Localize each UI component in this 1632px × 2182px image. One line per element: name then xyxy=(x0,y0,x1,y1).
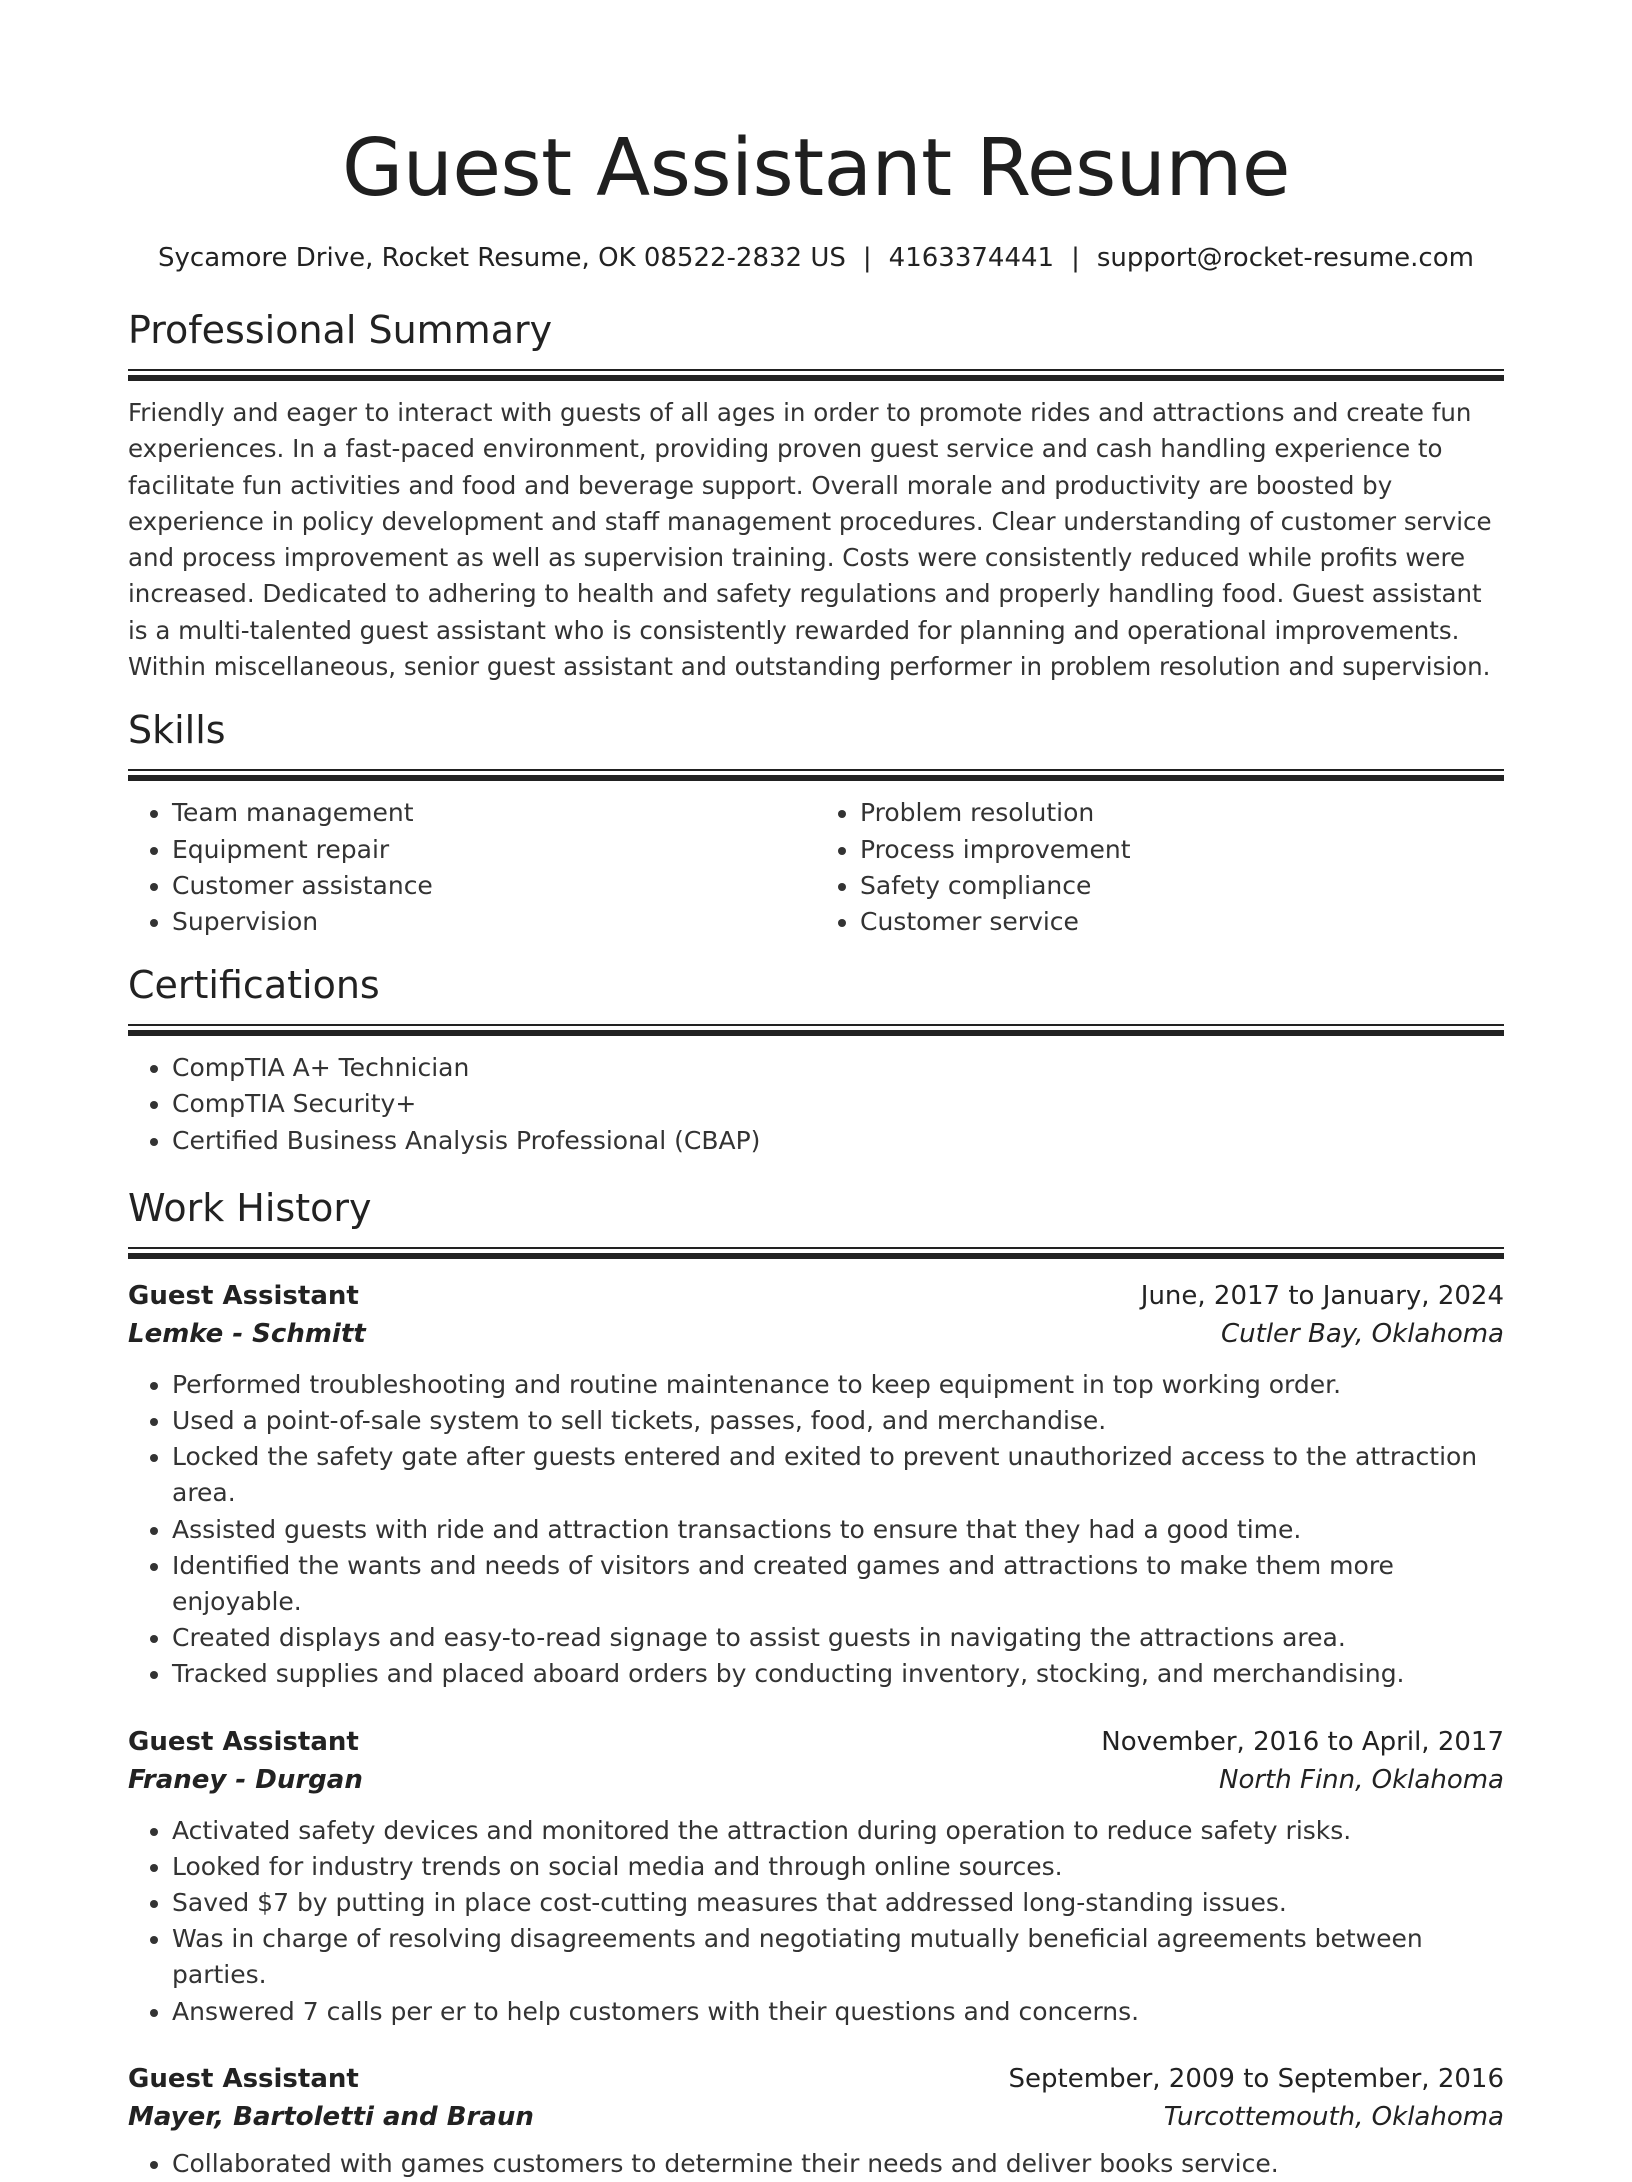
job-bullets xyxy=(128,1813,1504,2030)
section-heading-summary: Professional Summary xyxy=(128,308,553,352)
certification-item: • CompTIA A+ Technician xyxy=(172,1050,1504,1086)
job-bullet: • Looked for industry trends on social media and through online sources. xyxy=(172,1849,1504,1885)
skills-list-right xyxy=(816,795,1504,940)
skill-item: • Team management xyxy=(172,795,816,831)
job-bullet: • Was in charge of resolving disagreements and negotiating mutually beneficial agreements between parties. xyxy=(172,1921,1504,1993)
work-history-section xyxy=(128,1183,1504,2182)
certifications-list xyxy=(128,1050,1504,1159)
skill-item: • Supervision xyxy=(172,904,816,940)
job-entry xyxy=(128,1277,1504,1693)
job-bullet: • Performed troubleshooting and routine maintenance to keep equipment in top working order. xyxy=(172,1367,1504,1403)
contact-line xyxy=(128,238,1504,278)
job-bullets xyxy=(128,1367,1504,1693)
job-dates: November, 2016 to April, 2017 xyxy=(1101,1726,1504,1757)
job-header xyxy=(128,2060,1504,2098)
section-divider xyxy=(128,769,1504,781)
skill-item: • Process improvement xyxy=(860,832,1504,868)
skills-list-left xyxy=(128,795,816,940)
certification-item: • CompTIA Security+ xyxy=(172,1086,1504,1122)
job-header xyxy=(128,1723,1504,1761)
job-dates: June, 2017 to January, 2024 xyxy=(1140,1280,1504,1311)
skills-section xyxy=(128,705,1504,940)
job-bullets xyxy=(128,2146,1504,2182)
section-divider xyxy=(128,1024,1504,1036)
job-bullet: • Used a point-of-sale system to sell tickets, passes, food, and merchandise. xyxy=(172,1403,1504,1439)
job-location: North Finn, Oklahoma xyxy=(1219,1764,1504,1795)
contact-email[interactable]: support@rocket-resume.com xyxy=(1096,243,1474,273)
job-subheader xyxy=(128,2098,1504,2136)
job-subheader xyxy=(128,1761,1504,1799)
summary-section xyxy=(128,305,1504,685)
certifications-section xyxy=(128,960,1504,1159)
summary-paragraph: Friendly and eager to interact with guests of all ages in order to promote rides and attractions and create fun experiences. In a fast-paced environment, providing proven guest service and cash handling experience to facilitate fun activities and food and beverage support. Overall morale and productivity are boosted by experience in policy development and staff management procedures. Clear understanding of customer service and process improvement as well as supervision training. Costs were consistently reduced while profits were increased. Dedicated to adhering to health and safety regulations and properly handling food. Guest assistant is a multi-talented guest assistant who is consistently rewarded for planning and operational improvements. Within miscellaneous, senior guest assistant and outstanding performer in problem resolution and supervision. xyxy=(128,398,1492,682)
contact-separator: | xyxy=(1071,243,1080,273)
section-heading-skills: Skills xyxy=(128,708,226,753)
job-location: Cutler Bay, Oklahoma xyxy=(1221,1318,1504,1349)
job-bullet: • Locked the safety gate after guests entered and exited to prevent unauthorized access to the attraction area. xyxy=(172,1439,1504,1511)
skill-item: • Customer assistance xyxy=(172,868,816,904)
job-title: Guest Assistant xyxy=(128,1726,359,1757)
job-title: Guest Assistant xyxy=(128,2063,359,2094)
contact-separator: | xyxy=(862,243,872,273)
job-bullet: • Identified the wants and needs of visitors and created games and attractions to make them more enjoyable. xyxy=(172,1548,1504,1620)
job-entry xyxy=(128,2060,1504,2182)
skill-item: • Customer service xyxy=(860,904,1504,940)
skill-item: • Safety compliance xyxy=(860,868,1504,904)
job-bullet: • Answered 7 calls per er to help customers with their questions and concerns. xyxy=(172,1994,1504,2030)
job-header xyxy=(128,1277,1504,1315)
section-heading-work-history: Work History xyxy=(128,1185,372,1230)
job-bullet: • Saved $7 by putting in place cost-cutting measures that addressed long-standing issues. xyxy=(172,1885,1504,1921)
job-entry xyxy=(128,1723,1504,2030)
job-dates: September, 2009 to September, 2016 xyxy=(1008,2063,1504,2094)
job-bullet: • Activated safety devices and monitored the attraction during operation to reduce safety risks. xyxy=(172,1813,1504,1849)
job-location: Turcottemouth, Oklahoma xyxy=(1163,2101,1504,2132)
skill-item: • Equipment repair xyxy=(172,832,816,868)
job-bullet: • Assisted guests with ride and attraction transactions to ensure that they had a good time. xyxy=(172,1512,1504,1548)
job-subheader xyxy=(128,1315,1504,1353)
job-bullet: • Tracked supplies and placed aboard orders by conducting inventory, stocking, and merchandising. xyxy=(172,1656,1504,1692)
contact-phone[interactable]: 4163374441 xyxy=(888,243,1055,273)
certification-item: • Certified Business Analysis Professional (CBAP) xyxy=(172,1123,1504,1159)
contact-address: Sycamore Drive, Rocket Resume, OK 08522-2832 US xyxy=(158,243,846,273)
resume-title: Guest Assistant Resume xyxy=(342,122,1290,214)
job-title: Guest Assistant xyxy=(128,1280,359,1311)
job-bullet: • Created displays and easy-to-read signage to assist guests in navigating the attractions area. xyxy=(172,1620,1504,1656)
job-bullet: • Collaborated with games customers to determine their needs and deliver books service. xyxy=(172,2146,1504,2182)
section-heading-certifications: Certifications xyxy=(128,963,380,1008)
job-company: Franey - Durgan xyxy=(128,1764,363,1795)
section-divider xyxy=(128,369,1504,381)
skills-grid xyxy=(128,795,1504,940)
section-divider xyxy=(128,1247,1504,1259)
job-company: Mayer, Bartoletti and Braun xyxy=(128,2101,534,2132)
job-company: Lemke - Schmitt xyxy=(128,1318,366,1349)
skill-item: • Problem resolution xyxy=(860,795,1504,831)
